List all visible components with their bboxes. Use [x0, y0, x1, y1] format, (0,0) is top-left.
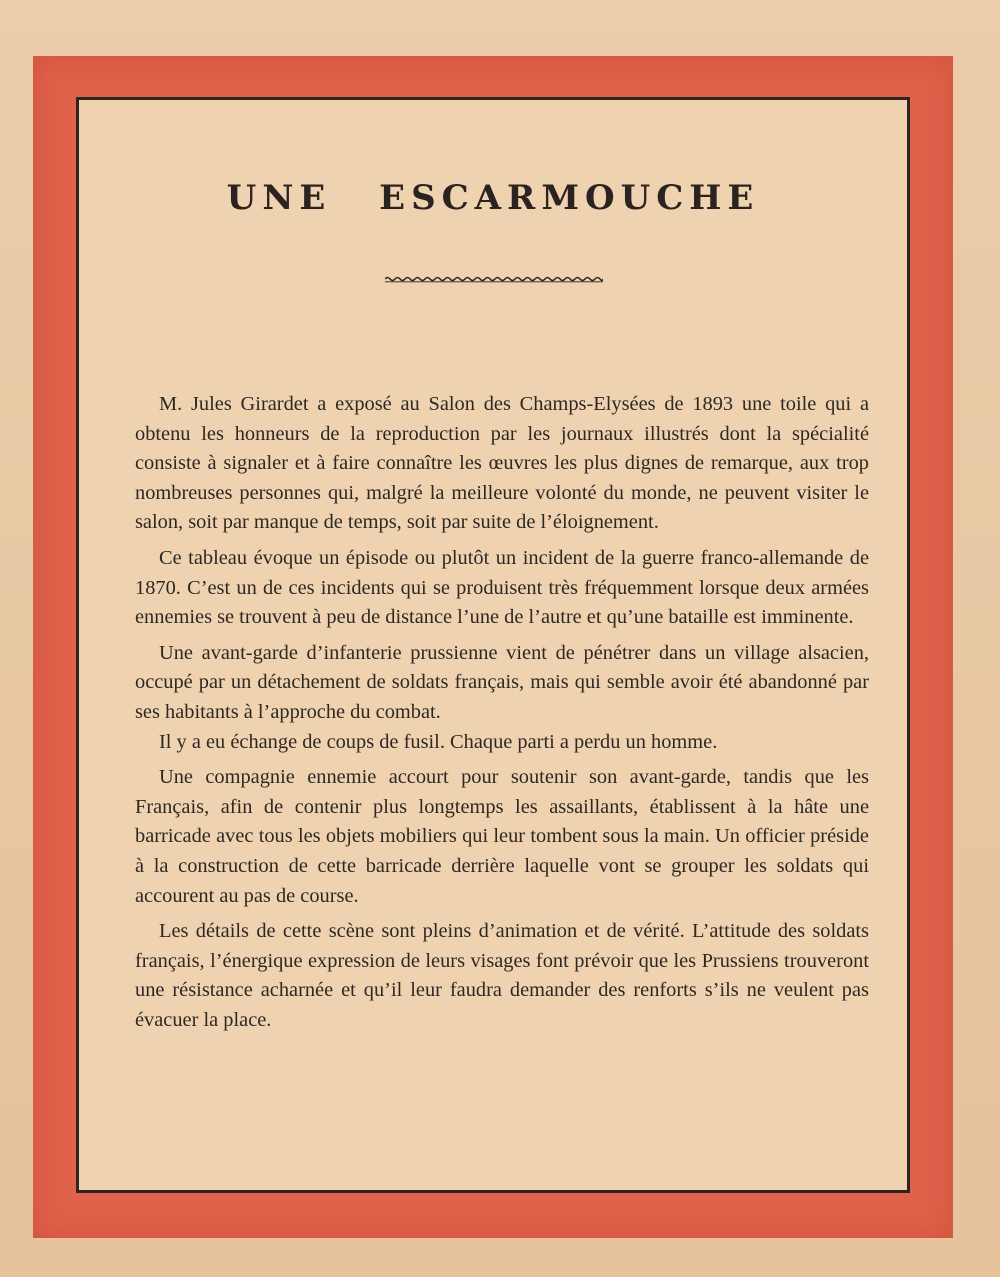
body-text — [135, 390, 869, 1041]
paragraph: M. Jules Girardet a exposé au Salon des Champs-Elysées de 1893 une toile qui a obtenu les honneurs de la reproduction par les journaux illustrés dont la spécialité consiste à signaler et à faire connaître les œuvres les plus dignes de remarque, aux trop nombreuses personnes qui, malgré la meilleure volonté du monde, ne peuvent visiter le salon, soit par manque de temps, soit par suite de l’éloignement. — [135, 393, 869, 534]
paragraph: Les détails de cette scène sont pleins d’animation et de vérité. L’attitude des soldats français, l’énergique expression de leurs visages font prévoir que les Prussiens trouveront une résistance acharnée et qu’il leur faudra demander des renforts s’ils ne veulent pas évacuer la place. — [135, 920, 869, 1031]
paragraph: Une compagnie ennemie accourt pour soutenir son avant-garde, tandis que les Français, afin de contenir plus longtemps les assaillants, établissent à la hâte une barricade avec tous les objets mobiliers qui leur tombent sous la main. Un officier préside à la construction de cette barricade derrière laquelle vont se grouper les soldats qui accourent au pas de course. — [135, 766, 869, 907]
paragraph: Il y a eu échange de coups de fusil. Chaque parti a perdu un homme. — [159, 730, 718, 753]
wavy-rule-ornament — [385, 275, 603, 283]
document-title: UNE ESCARMOUCHE — [226, 178, 760, 218]
paragraph: Une avant-garde d’infanterie prussienne vient de pénétrer dans un village alsacien, occupé par un détachement de soldats français, mais qui semble avoir été abandonné par ses habitants à l’approche du combat. — [135, 641, 869, 723]
paragraph: Ce tableau évoque un épisode ou plutôt un incident de la guerre franco-allemande de 1870. C’est un de ces incidents qui se produisent très fréquemment lorsque deux armées ennemies se trouvent à peu de distance l’une de l’autre et qu’une bataille est imminente. — [135, 546, 869, 629]
text-panel — [76, 97, 910, 1193]
